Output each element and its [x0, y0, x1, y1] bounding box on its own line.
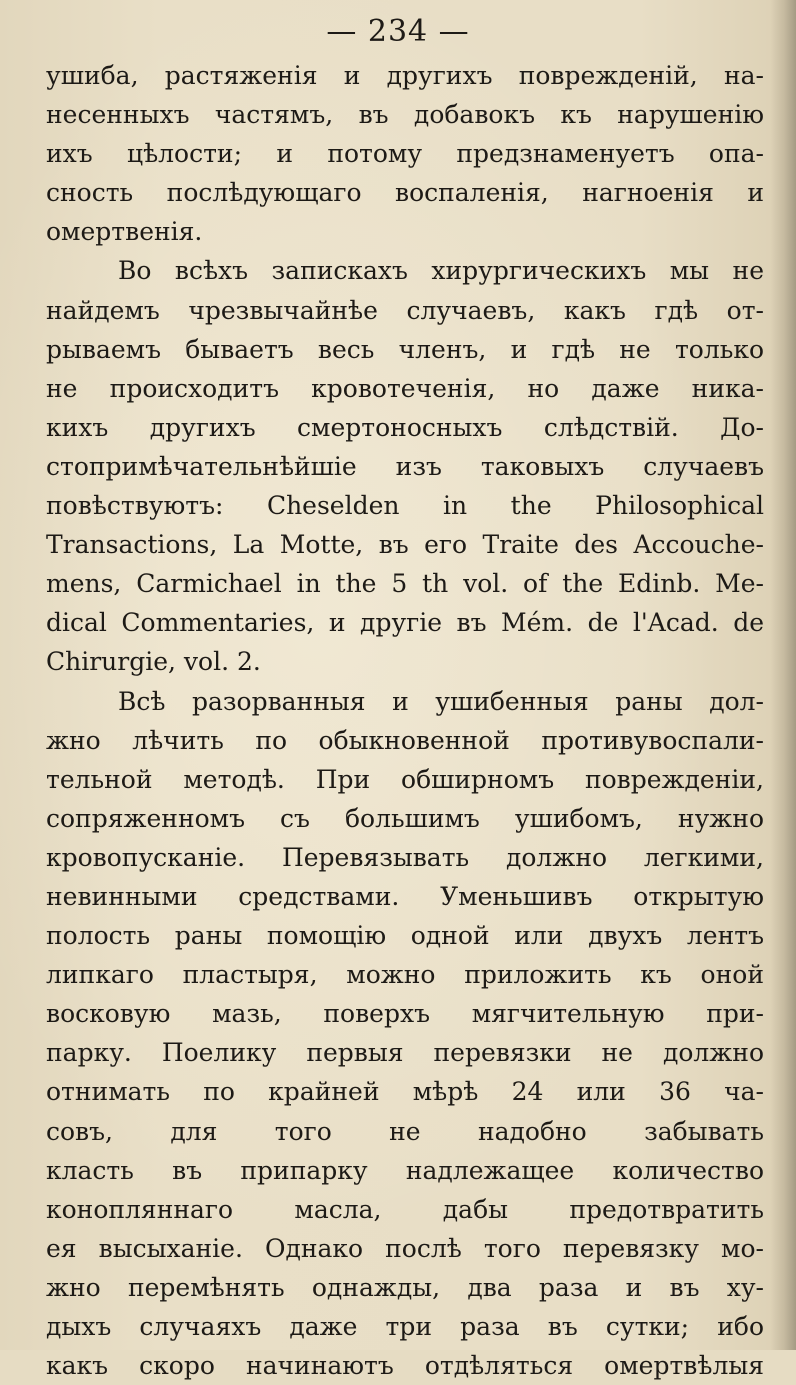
text-line: кихъ другихъ смертоносныхъ слѣдствій. До- — [46, 412, 764, 442]
text-line: жно перемѣнять однажды, два раза и въ ху- — [46, 1272, 764, 1302]
text-line: Chirurgie, vol. 2. — [46, 647, 261, 677]
text-line: ушиба, растяженія и другихъ поврежденій, на- — [46, 61, 764, 90]
text-line: конопляннаго масла, дабы предотвратить — [46, 1194, 764, 1224]
text-line: сность послѣдующаго воспаленія, нагноенія и — [46, 178, 764, 208]
text-line: парку. Поелику первыя перевязки не должно — [46, 1038, 764, 1068]
text-line: отнимать по крайней мѣрѣ 24 или 36 ча- — [46, 1077, 764, 1107]
text-line: несенныхъ частямъ, въ добавокъ къ нарушенію — [46, 100, 764, 130]
text-line: липкаго пластыря, можно приложить къ оной — [46, 960, 764, 990]
body-text — [46, 56, 764, 1385]
text-line: ихъ цѣлости; и потому предзнаменуетъ опа- — [46, 139, 764, 169]
text-line: ея высыханіе. Однако послѣ того перевязку мо- — [46, 1233, 764, 1263]
text-line: жно лѣчить по обыкновенной противувоспали- — [46, 725, 764, 755]
page-number: — 234 — — [326, 14, 470, 49]
text-line: mens, Carmichael in the 5 th vol. of the Edinb. Me- — [46, 569, 764, 599]
text-line: стопримѣчательнѣйшіе изъ таковыхъ случаевъ — [46, 451, 764, 481]
text-line: омертвенія. — [46, 217, 203, 247]
text-line: сопряженномъ съ большимъ ушибомъ, нужно — [46, 803, 764, 833]
text-line: Во всѣхъ запискахъ хирургическихъ мы не — [118, 256, 764, 286]
text-line: найдемъ чрезвычайнѣе случаевъ, какъ гдѣ от- — [46, 295, 764, 325]
text-line: не происходитъ кровотеченія, но даже никa- — [46, 373, 764, 403]
text-line: рываемъ бываетъ весь членъ, и гдѣ не только — [46, 334, 764, 364]
text-line: кровопусканіе. Перевязывать должно легкими, — [46, 842, 764, 872]
text-line: Всѣ разорванныя и ушибенныя раны дол- — [118, 686, 764, 716]
text-line: дыхъ случаяхъ даже три раза въ сутки; ибо — [46, 1312, 764, 1341]
text-line: тельной методѣ. При обширномъ поврежденіи, — [46, 764, 764, 794]
text-line: какъ скоро начинаютъ отдѣляться омертвѣлыя — [46, 1351, 764, 1381]
text-line: Transactions, La Motte, въ его Traite des Accouche- — [46, 530, 764, 560]
text-line: dical Commentaries, и другіе въ Mém. de l'Acad. de — [46, 608, 764, 638]
text-line: класть въ припарку надлежащее количество — [46, 1155, 764, 1185]
page-edge-shadow — [770, 0, 796, 1350]
text-line: восковую мазь, поверхъ мягчительную при- — [46, 999, 764, 1029]
text-line: невинными средствами. Уменьшивъ открытую — [46, 881, 764, 911]
text-line: совъ, для того не надобно забывать — [46, 1116, 764, 1146]
text-line: повѣствуютъ: Cheselden in the Philosophical — [46, 491, 764, 521]
text-line: полость раны помощію одной или двухъ лентъ — [46, 921, 764, 951]
